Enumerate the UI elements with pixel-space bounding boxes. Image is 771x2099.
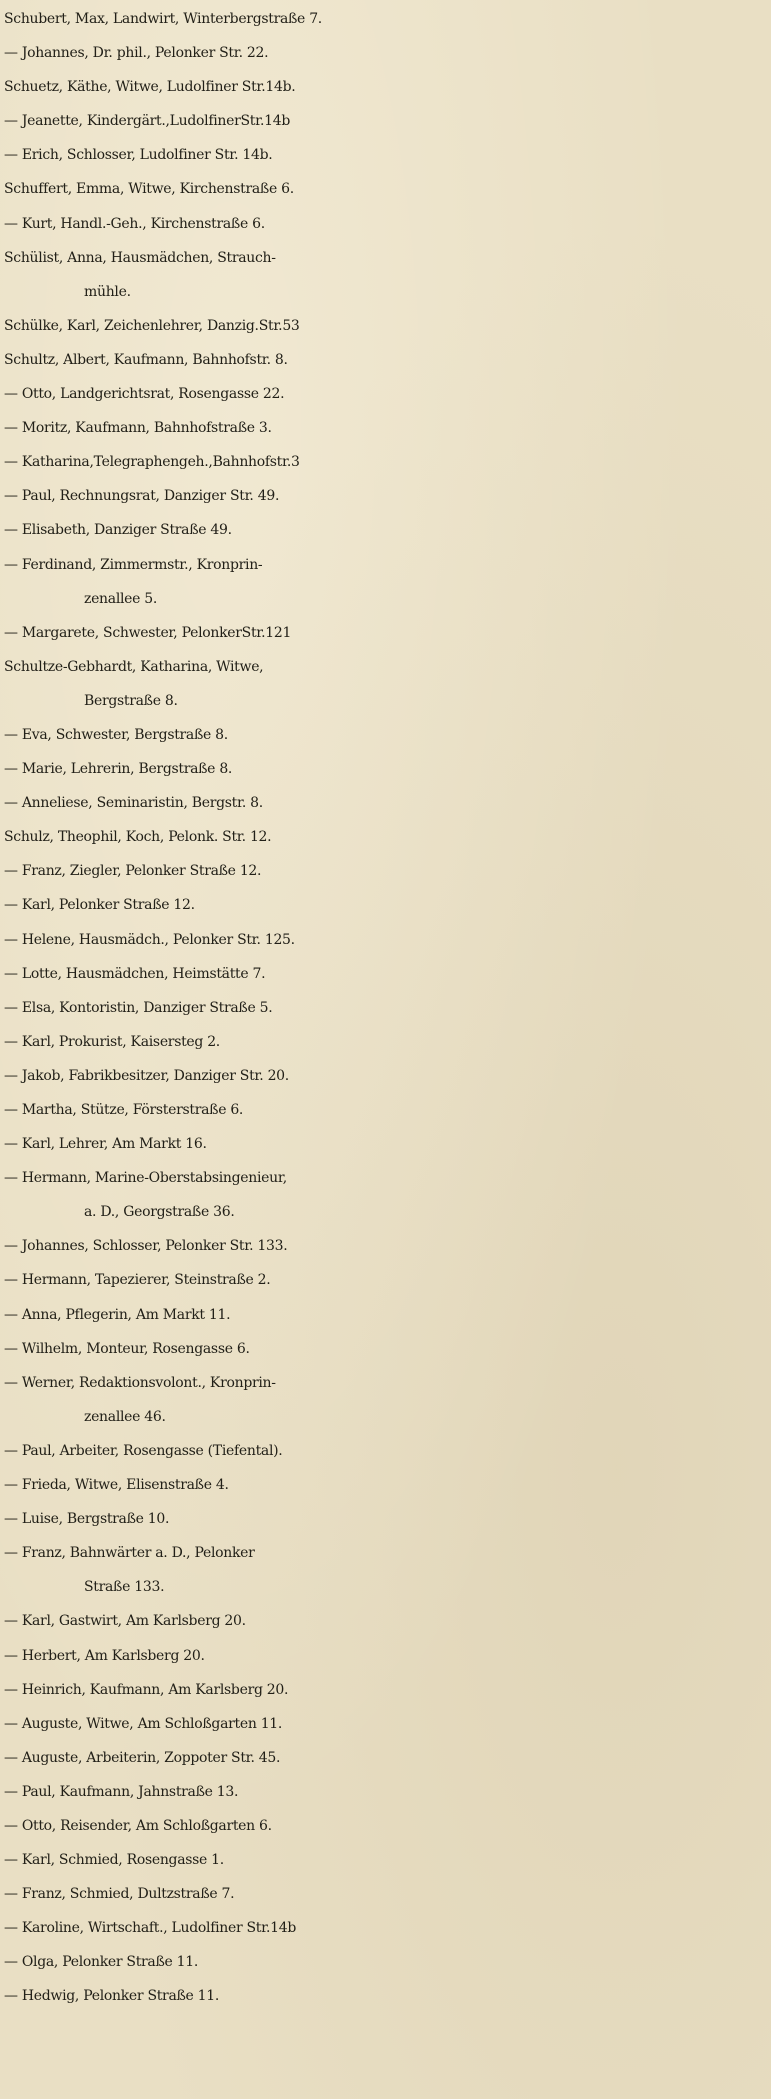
directory-entry: — Karoline, Wirtschaft., Ludolfiner Str.14b [4,1920,297,1937]
directory-entry: — Wilhelm, Monteur, Rosengasse 6. [4,1340,250,1357]
directory-entry: — Hermann, Marine-Oberstabsingenieur, [4,1170,287,1187]
directory-entry: — Margarete, Schwester, PelonkerStr.121 [4,624,292,641]
directory-entry: — Auguste, Witwe, Am Schloßgarten 11. [4,1715,283,1732]
directory-entry: — Erich, Schlosser, Ludolfiner Str. 14b. [4,147,273,164]
directory-entry: — Herbert, Am Karlsberg 20. [4,1647,205,1664]
directory-entry: — Johannes, Dr. phil., Pelonker Str. 22. [4,45,269,62]
directory-entry: — Franz, Schmied, Dultzstraße 7. [4,1886,235,1903]
directory-entry: — Elsa, Kontoristin, Danziger Straße 5. [4,999,273,1016]
directory-entry: — Paul, Kaufmann, Jahnstraße 13. [4,1783,239,1800]
directory-entry: — Katharina,Telegraphengeh.,Bahnhofstr.3 [4,454,300,471]
directory-entry: — Karl, Gastwirt, Am Karlsberg 20. [4,1613,246,1630]
directory-entry: Schuetz, Käthe, Witwe, Ludolfiner Str.14b. [4,79,296,96]
directory-entry: — Franz, Bahnwärter a. D., Pelonker [4,1545,255,1562]
directory-entry-continuation: a. D., Georgstraße 36. [84,1204,235,1221]
directory-entry: — Hermann, Tapezierer, Steinstraße 2. [4,1272,271,1289]
directory-entry: — Otto, Landgerichtsrat, Rosengasse 22. [4,386,285,403]
directory-entry: Schubert, Max, Landwirt, Winterbergstraße 7. [4,11,322,27]
directory-entry: — Anna, Pflegerin, Am Markt 11. [4,1306,231,1323]
directory-entry: — Ferdinand, Zimmermstr., Kronprin- [4,556,263,573]
directory-entry: — Martha, Stütze, Försterstraße 6. [4,1102,244,1118]
directory-entry: — Luise, Bergstraße 10. [4,1511,170,1528]
directory-entry: — Hedwig, Pelonker Straße 11. [4,1988,220,2005]
directory-entry: — Jeanette, Kindergärt.,LudolfinerStr.14b [4,113,290,130]
directory-entry: Schultz, Albert, Kaufmann, Bahnhofstr. 8. [4,351,288,368]
directory-entry-continuation: zenallee 46. [84,1408,166,1425]
directory-entry: — Paul, Rechnungsrat, Danziger Str. 49. [4,488,280,505]
directory-entry: — Jakob, Fabrikbesitzer, Danziger Str. 20. [4,1067,289,1084]
directory-entry: — Karl, Prokurist, Kaisersteg 2. [4,1033,220,1050]
directory-entry: Schülke, Karl, Zeichenlehrer, Danzig.Str.53 [4,317,300,334]
directory-entry: — Anneliese, Seminaristin, Bergstr. 8. [4,795,263,812]
directory-entry: — Marie, Lehrerin, Bergstraße 8. [4,761,233,778]
directory-entry: — Werner, Redaktionsvolont., Kronprin- [4,1374,276,1391]
directory-entry: — Eva, Schwester, Bergstraße 8. [4,726,228,743]
directory-entry: — Moritz, Kaufmann, Bahnhofstraße 3. [4,420,272,437]
directory-entries [0,2,771,2014]
directory-entry-continuation: Straße 133. [84,1579,165,1596]
directory-entry: — Karl, Schmied, Rosengasse 1. [4,1852,224,1869]
directory-entry: — Johannes, Schlosser, Pelonker Str. 133. [4,1238,288,1255]
directory-entry-continuation: mühle. [84,283,131,300]
directory-entry: — Auguste, Arbeiterin, Zoppoter Str. 45. [4,1749,281,1766]
directory-entry: — Karl, Lehrer, Am Markt 16. [4,1136,207,1153]
directory-entry: — Helene, Hausmädch., Pelonker Str. 125. [4,931,295,948]
directory-entry-continuation: zenallee 5. [84,590,158,607]
directory-entry: Schülist, Anna, Hausmädchen, Strauch- [4,249,276,266]
directory-entry: — Olga, Pelonker Straße 11. [4,1954,199,1971]
directory-entry: — Heinrich, Kaufmann, Am Karlsberg 20. [4,1681,289,1698]
directory-entry: Schulz, Theophil, Koch, Pelonk. Str. 12. [4,829,272,846]
directory-entry: — Kurt, Handl.-Geh., Kirchenstraße 6. [4,215,265,232]
directory-entry: — Lotte, Hausmädchen, Heimstätte 7. [4,965,266,982]
directory-entry: — Frieda, Witwe, Elisenstraße 4. [4,1477,229,1494]
directory-entry-continuation: Bergstraße 8. [84,692,178,709]
directory-entry: Schultze-Gebhardt, Katharina, Witwe, [4,658,264,675]
directory-entry: — Elisabeth, Danziger Straße 49. [4,522,232,539]
directory-entry: — Otto, Reisender, Am Schloßgarten 6. [4,1817,272,1834]
directory-entry: — Paul, Arbeiter, Rosengasse (Tiefental). [4,1442,283,1459]
directory-entry: — Franz, Ziegler, Pelonker Straße 12. [4,863,262,880]
directory-entry: — Karl, Pelonker Straße 12. [4,897,195,914]
directory-entry: Schuffert, Emma, Witwe, Kirchenstraße 6. [4,181,294,198]
